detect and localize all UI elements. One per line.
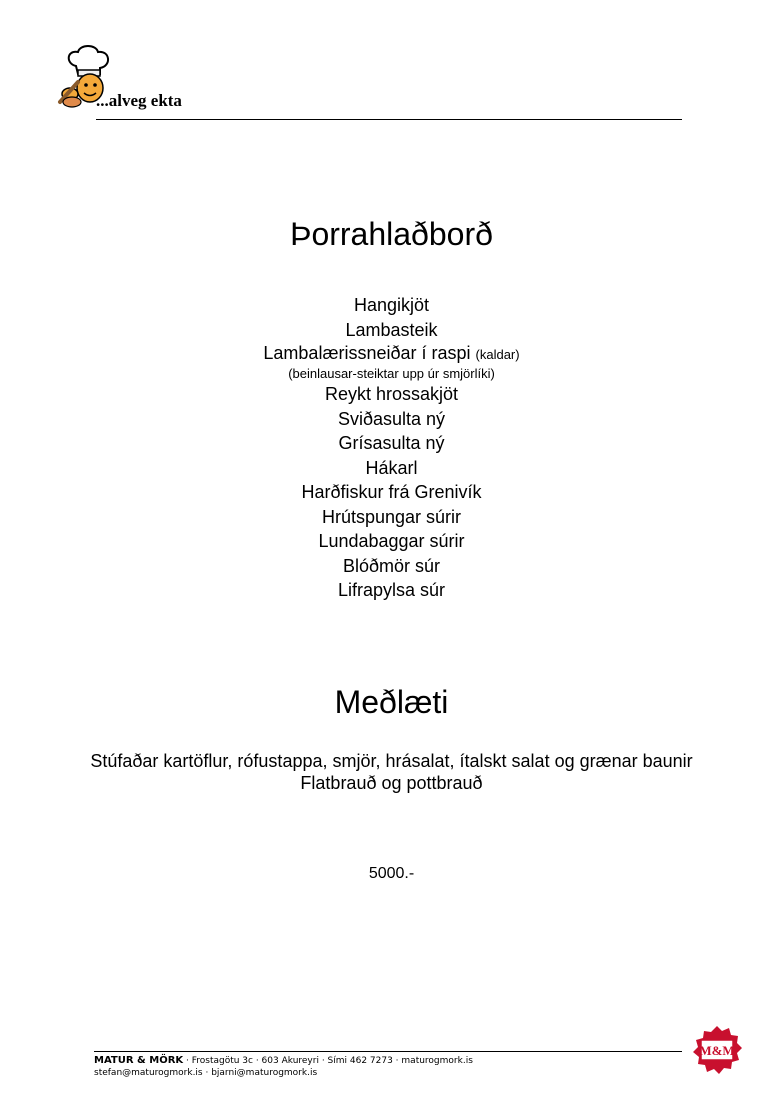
footer-emails: stefan@maturogmork.is · bjarni@maturogmork.is	[94, 1068, 318, 1078]
svg-text:M&M: M&M	[699, 1043, 735, 1058]
footer-brand: MATUR & MÖRK	[94, 1055, 184, 1066]
list-item: Reykt hrossakjöt	[324, 384, 459, 404]
list-item: Grísasulta ný	[338, 433, 445, 453]
footer-divider	[94, 1051, 682, 1052]
list-item: Hákarl	[365, 457, 418, 478]
sides-title: Meðlæti	[334, 684, 449, 720]
price: 5000.-	[368, 865, 415, 882]
page-header	[56, 44, 682, 122]
mm-logo-icon	[692, 1025, 742, 1075]
tagline: ...alveg ekta	[96, 91, 182, 110]
list-item: Hangikjöt	[353, 295, 430, 315]
list-item: Lundabaggar súrir	[318, 531, 465, 551]
sides-line: Flatbrauð og pottbrauð	[300, 773, 483, 793]
list-item: Lifrapylsa súr	[337, 580, 446, 600]
footer-address: · Frostagötu 3c · 603 Akureyri · Sími 462 7273 · maturogmork.is	[183, 1056, 473, 1066]
list-item: Hrútspungar súrir	[321, 506, 462, 527]
list-item: Harðfiskur frá Grenivík	[301, 482, 482, 502]
sides-text	[0, 750, 783, 794]
list-item-subnote: (beinlausar-steiktar upp úr smjörlíki)	[288, 366, 495, 381]
page-title: Þorrahlaðborð	[290, 216, 493, 252]
list-item: Sviðasulta ný	[337, 408, 446, 429]
item-note: (kaldar)	[475, 347, 520, 362]
footer	[94, 1055, 473, 1079]
menu-list	[0, 293, 783, 603]
menu-list-container	[0, 293, 783, 603]
list-item: Blóðmör súr	[342, 555, 441, 576]
sides-line: Stúfaðar kartöflur, rófustappa, smjör, hrásalat, ítalskt salat og grænar baunir	[90, 751, 693, 771]
header-divider	[96, 119, 682, 120]
list-item: Lambalærissneiðar í raspi (kaldar)	[263, 343, 520, 363]
list-item: Lambasteik	[345, 319, 438, 340]
